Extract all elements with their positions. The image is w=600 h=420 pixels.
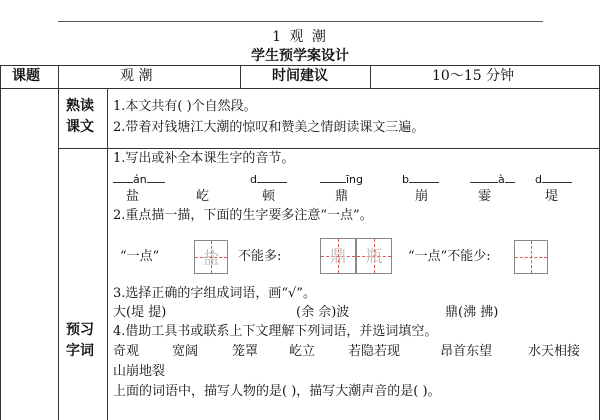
read-label-1: 熟读 [66, 98, 94, 114]
column-divider [107, 88, 108, 420]
dot-label: “一点” [120, 249, 160, 264]
header-rule [58, 21, 543, 22]
word-item: 山崩地裂 [113, 364, 166, 379]
pinyin-blank-3[interactable]: īng [320, 171, 363, 188]
pinyin-blank-5[interactable]: à [470, 171, 515, 188]
words-label-2: 字词 [66, 343, 94, 359]
column-divider [58, 65, 59, 420]
grid-char: 瓶 [365, 247, 383, 267]
char-item: 盐 [126, 189, 140, 204]
choice-option-3[interactable]: 鼎(沸 拂) [445, 305, 499, 320]
question-1: 1.写出或补全本课生字的音节。 [113, 151, 295, 166]
grid-char: 盐 [202, 249, 220, 269]
words-label-1: 预习 [66, 322, 94, 338]
char-item: 崩 [415, 189, 429, 204]
word-item: 宽阔 [172, 344, 199, 359]
choice-option-1[interactable]: 大(堤 提) [113, 305, 167, 320]
grid-char: 鼎 [329, 247, 347, 267]
lesson-title: 1 观 潮 [272, 29, 328, 45]
word-item: 水天相接 [528, 344, 581, 359]
read-item-2: 2.带着对钱塘江大潮的惊叹和赞美之情朗读课文三遍。 [113, 120, 425, 135]
table-top-border [0, 65, 600, 66]
question-2: 2.重点描一描，下面的生字要多注意“一点”。 [113, 208, 373, 223]
column-divider [240, 65, 241, 88]
tracing-grid[interactable] [356, 238, 392, 274]
question-3: 3.选择正确的字组成词语，画“√”。 [113, 286, 316, 301]
word-item: 屹立 [289, 344, 316, 359]
question-4: 4.借助工具书或联系上下文理解下列词语，并选词填空。 [113, 324, 438, 339]
tracing-grid[interactable] [320, 238, 356, 274]
time-value: 10～15 分钟 [432, 68, 515, 84]
row-divider [58, 148, 600, 149]
word-item: 笼罩 [232, 344, 259, 359]
topic-label: 课题 [12, 68, 40, 84]
tracing-grid[interactable] [514, 240, 548, 274]
cannot-more-label: 不能多: [238, 249, 282, 264]
choice-option-2[interactable]: (余 佘)波 [296, 305, 350, 320]
pinyin-blank-2[interactable]: d [250, 171, 287, 188]
row-divider [0, 88, 600, 89]
pinyin-blank-4[interactable]: b [402, 171, 439, 188]
worksheet-subtitle: 学生预学案设计 [251, 48, 349, 64]
char-item: 堤 [545, 189, 559, 204]
pinyin-blank-6[interactable]: d [535, 171, 572, 188]
char-item: 霎 [478, 189, 492, 204]
fill-blank-sentence: 上面的词语中，描写人物的是( )，描写大潮声音的是( )。 [113, 384, 441, 399]
word-item: 奇观 [113, 344, 140, 359]
word-item: 若隐若现 [348, 344, 401, 359]
char-item: 屹 [196, 189, 210, 204]
table-left-border [0, 65, 1, 420]
tracing-grid[interactable] [194, 240, 228, 274]
read-item-1: 1.本文共有( )个自然段。 [113, 99, 257, 114]
time-label: 时间建议 [272, 68, 328, 84]
read-label-2: 课文 [66, 119, 94, 135]
topic-value: 观 潮 [120, 68, 153, 84]
column-divider [370, 65, 371, 88]
char-item: 鼎 [335, 189, 349, 204]
pinyin-blank-1[interactable]: án [113, 171, 165, 188]
char-item: 顿 [262, 189, 276, 204]
cannot-less-label: “一点”不能少: [408, 249, 491, 264]
word-item: 昂首东望 [440, 344, 493, 359]
